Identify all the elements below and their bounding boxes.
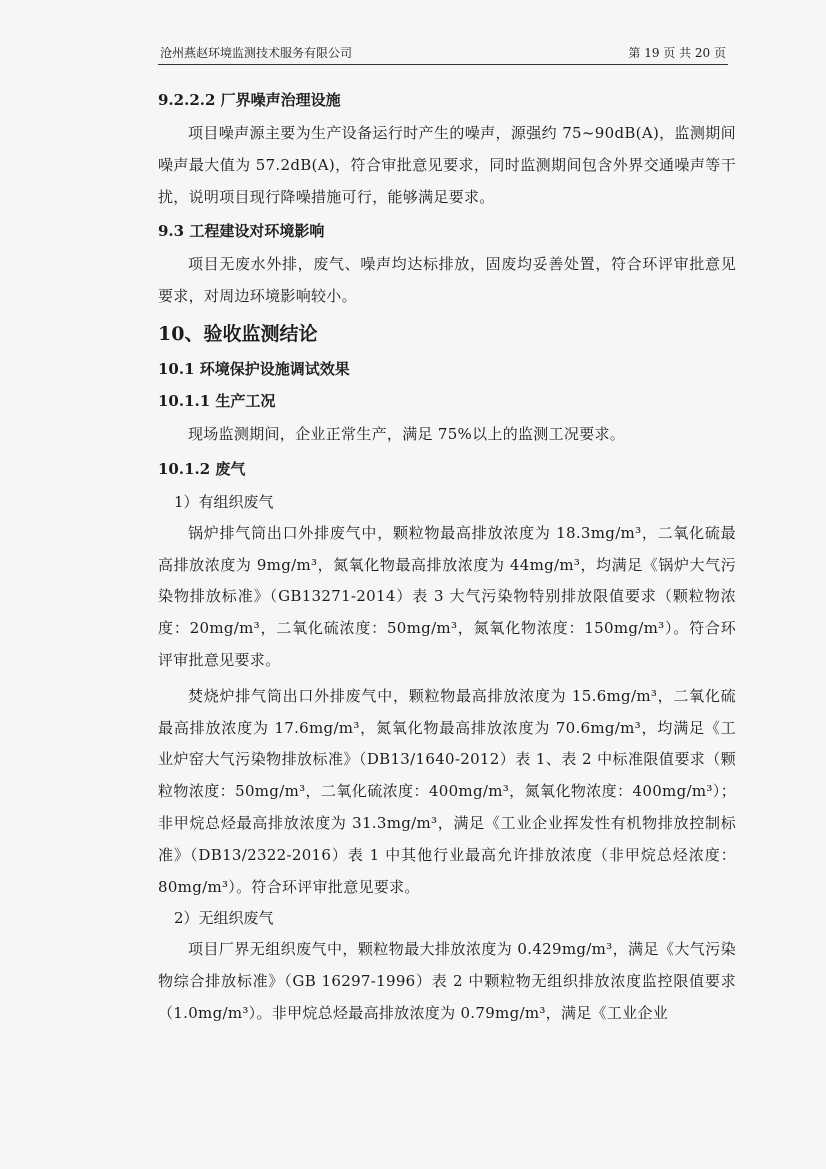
header-page-number: 第 19 页 共 20 页 (628, 46, 726, 60)
paragraph-fugitive-emissions: 项目厂界无组织废气中，颗粒物最大排放浓度为 0.429mg/m³，满足《大气污染物综合排放标准》（GB 16297-1996）表 2 中颗粒物无组织排放浓度监控限值要求（1.0mg/m³）。非甲烷总烃最高排放浓度为 0.79mg/m³，满足《工业企业 (158, 940, 736, 1022)
paragraph-boiler-emissions: 锅炉排气筒出口外排废气中，颗粒物最高排放浓度为 18.3mg/m³，二氧化硫最高排放浓度为 9mg/m³，氮氧化物最高排放浓度为 44mg/m³，均满足《锅炉大气污染物排放标准》（GB13271-2014）表 3 大气污染物特别排放限值要求（颗粒物浓度：20mg/m³，二氧化硫浓度：50mg/m³，氮氧化物浓度：150mg/m³）。符合环评审批意见要求。 (158, 523, 736, 669)
subheading-fugitive-emissions: 2）无组织废气 (174, 909, 274, 928)
heading-10: 10、验收监测结论 (158, 322, 318, 345)
heading-10-1: 10.1 环境保护设施调试效果 (158, 359, 350, 378)
subheading-organized-emissions: 1）有组织废气 (174, 492, 274, 511)
header-company-name: 沧州燕赵环境监测技术服务有限公司 (160, 46, 353, 60)
heading-10-1-1: 10.1.1 生产工况 (158, 391, 276, 410)
paragraph-noise-control: 项目噪声源主要为生产设备运行时产生的噪声，源强约 75~90dB(A)，监测期间噪声最大值为 57.2dB(A)，符合审批意见要求，同时监测期间包含外界交通噪声等干扰，说明项目现行降噪措施可行，能够满足要求。 (158, 124, 736, 206)
paragraph-incinerator-emissions: 焚烧炉排气筒出口外排废气中，颗粒物最高排放浓度为 15.6mg/m³，二氧化硫最高排放浓度为 17.6mg/m³，氮氧化物最高排放浓度为 70.6mg/m³，均满足《工业炉窑大气污染物排放标准》（DB13/1640-2012）表 1、表 2 中标准限值要求（颗粒物浓度：50mg/m³，二氧化硫浓度：400mg/m³，氮氧化物浓度：400mg/m³）；非甲烷总烃最高排放浓度为 31.3mg/m³，满足《工业企业挥发性有机物排放控制标准》（DB13/2322-2016）表 1 中其他行业最高允许排放浓度（非甲烷总烃浓度：80mg/m³）。符合环评审批意见要求。 (158, 686, 736, 896)
paragraph-environmental-impact: 项目无废水外排，废气、噪声均达标排放，固废均妥善处置，符合环评审批意见要求，对周边环境影响较小。 (158, 255, 736, 306)
heading-9-2-2-2: 9.2.2.2 厂界噪声治理设施 (158, 91, 341, 109)
heading-10-1-2: 10.1.2 废气 (158, 459, 246, 478)
document-body (158, 86, 736, 1030)
page-header (158, 40, 728, 65)
paragraph-production-conditions: 现场监测期间，企业正常生产，满足 75%以上的监测工况要求。 (188, 424, 626, 443)
heading-9-3: 9.3 工程建设对环境影响 (158, 222, 325, 241)
